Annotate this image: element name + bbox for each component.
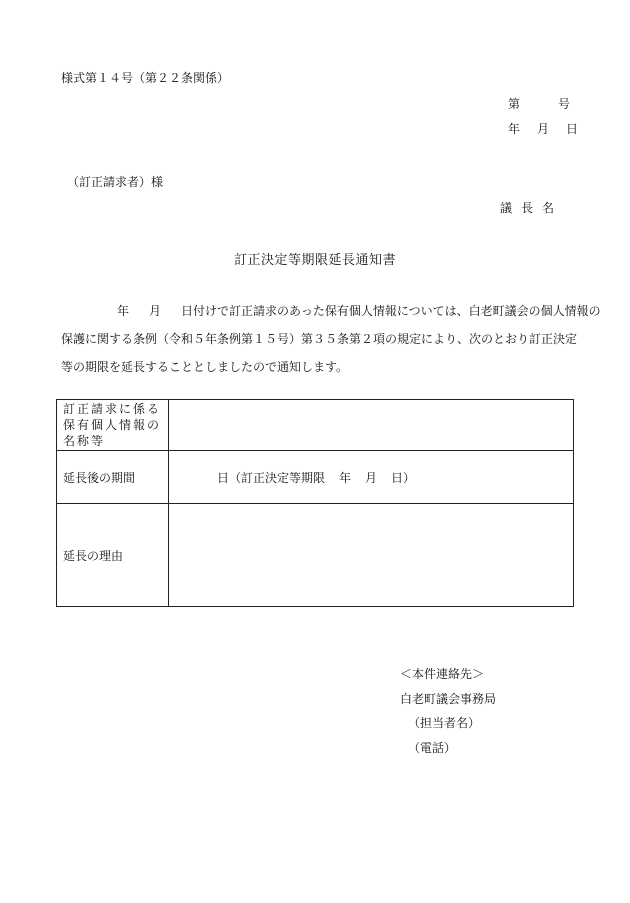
table-row-reason	[57, 504, 574, 607]
table-row-extended-period	[57, 451, 574, 504]
label-reason: 延長の理由	[57, 504, 169, 607]
period-day-text: 日（訂正決定等期限	[217, 470, 326, 485]
date-month: 月	[537, 122, 550, 136]
value-extended-period	[169, 451, 574, 504]
contact-block	[400, 662, 496, 760]
document-number	[508, 95, 570, 112]
notice-body	[61, 297, 601, 381]
label-info-name: 訂正請求に係る保有個人情報の名称等	[57, 400, 169, 451]
period-end: 日）	[391, 470, 416, 485]
body-year: 年	[117, 304, 130, 318]
value-info-name	[169, 400, 574, 451]
info-table	[56, 399, 574, 607]
contact-heading: ＜本件連絡先＞	[400, 667, 485, 681]
body-line-1	[61, 297, 601, 325]
contact-phone: （電話）	[408, 740, 457, 755]
doc-number-suffix: 号	[558, 97, 571, 111]
period-month: 月	[365, 470, 378, 485]
contact-person: （担当者名）	[408, 716, 481, 730]
body-line-2: 保護に関する条例（令和５年条例第１５号）第３５条第２項の規定により、次のとおり訂正決定	[61, 332, 578, 346]
value-reason	[169, 504, 574, 607]
body-month: 月	[149, 304, 162, 318]
document-title: 訂正決定等期限延長通知書	[233, 253, 396, 268]
form-number: 様式第１４号（第２２条関係）	[61, 71, 230, 85]
recipient: （訂正請求者）様	[67, 175, 164, 189]
label-extended-period: 延長後の期間	[57, 451, 169, 504]
period-year: 年	[339, 470, 352, 485]
date-year: 年	[508, 122, 521, 136]
sender-name: 議長名	[500, 201, 564, 215]
doc-number-prefix: 第	[508, 97, 521, 111]
body-line-1-text: 日付けで訂正請求のあった保有個人情報については、白老町議会の個人情報の	[181, 304, 601, 318]
date-day: 日	[566, 122, 579, 136]
contact-office: 白老町議会事務局	[400, 691, 497, 706]
table-row-info-name	[57, 400, 574, 451]
body-line-3: 等の期限を延長することとしましたので通知します。	[61, 360, 349, 374]
document-date	[508, 120, 578, 137]
